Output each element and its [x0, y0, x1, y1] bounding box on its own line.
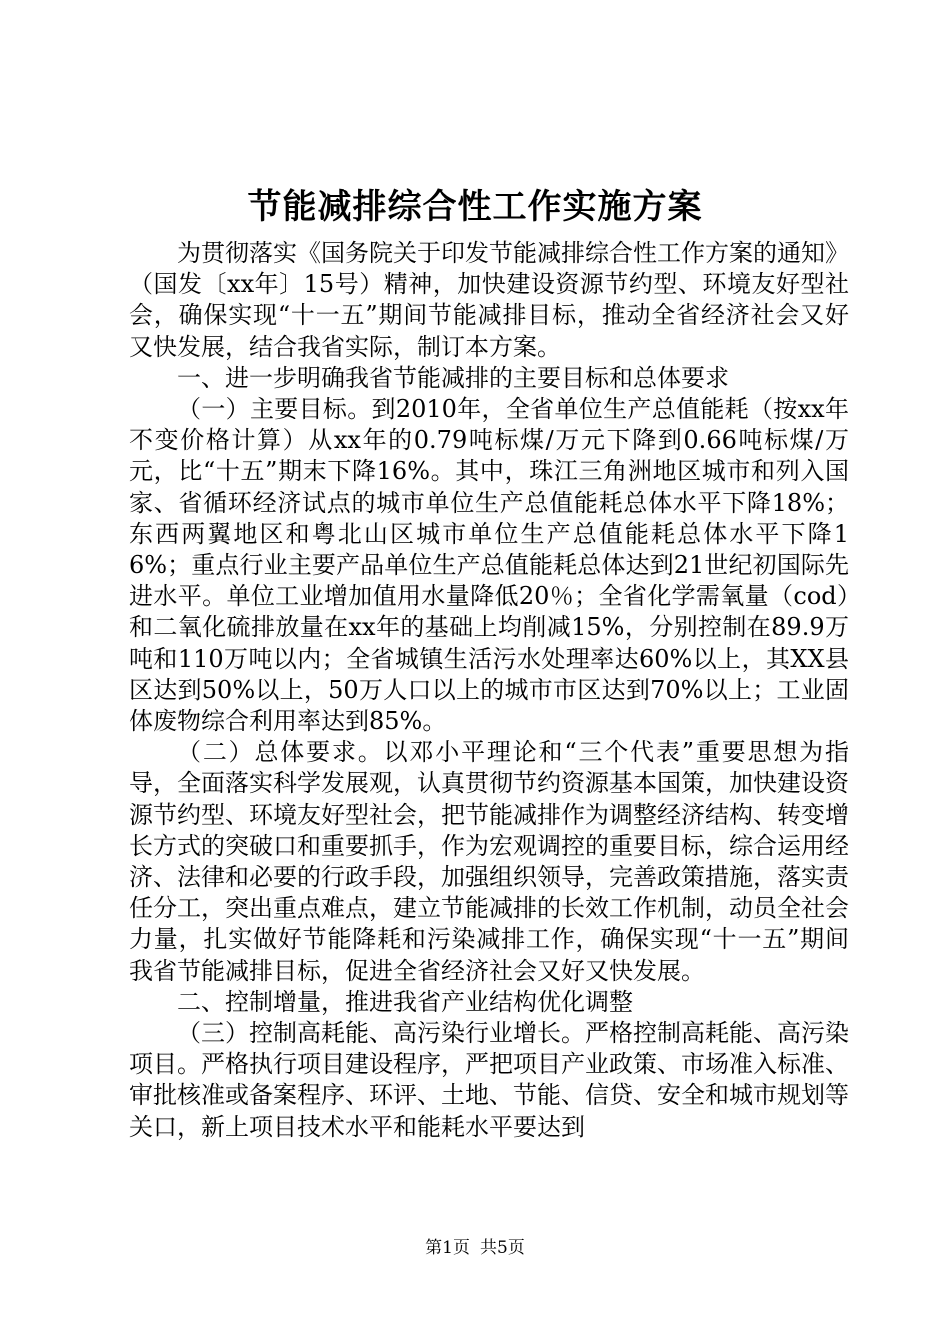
page-number: 第1页 — [425, 1238, 470, 1258]
page-total: 共5页 — [480, 1238, 525, 1258]
document-body — [129, 238, 849, 1143]
intro-paragraph: 为贯彻落实《国务院关于印发节能减排综合性工作方案的通知》（国发〔xx年〕15号）精神，加快建设资源节约型、环境友好型社会，确保实现“十一五”期间节能减排目标，推动全省经济社会又好又快发展，结合我省实际，制订本方案。 — [129, 239, 849, 361]
main-targets-paragraph: （一）主要目标。到2010年，全省单位生产总值能耗（按xx年不变价格计算）从xx年的0.79吨标煤/万元下降到0.66吨标煤/万元，比“十五”期末下降16%。其中，珠江三角洲地区城市和列入国家、省循环经济试点的城市单位生产总值能耗总体水平下降18%；东西两翼地区和粤北山区城市单位生产总值能耗总体水平下降16%；重点行业主要产品单位生产总值能耗总体达到21世纪初国际先进水平。单位工业增加值用水量降低20％；全省化学需氧量（cod）和二氧化硫排放量在xx年的基础上均削减15%，分别控制在89.9万吨和110万吨以内；全省城镇生活污水处理率达60%以上，其XX县区达到50%以上，50万人口以上的城市市区达到70%以上；工业固体废物综合利用率达到85%。 — [129, 395, 849, 736]
general-requirements-paragraph: （二）总体要求。以邓小平理论和“三个代表”重要思想为指导，全面落实科学发展观，认真贯彻节约资源基本国策，加快建设资源节约型、环境友好型社会，把节能减排作为调整经济结构、转变增长方式的突破口和重要抓手，作为宏观调控的重要目标，综合运用经济、法律和必要的行政手段，加强组织领导，完善政策措施，落实责任分工，突出重点难点，建立节能减排的长效工作机制，动员全社会力量，扎实做好节能降耗和污染减排工作，确保实现“十一五”期间我省节能减排目标，促进全省经济社会又好又快发展。 — [129, 738, 849, 985]
control-growth-paragraph: （三）控制高耗能、高污染行业增长。严格控制高耗能、高污染项目。严格执行项目建设程序，严把项目产业政策、市场准入标准、审批核准或备案程序、环评、土地、节能、信贷、安全和城市规划等关口，新上项目技术水平和能耗水平要达到 — [129, 1019, 849, 1141]
section-heading-2: 二、控制增量，推进我省产业结构优化调整 — [177, 987, 633, 1016]
page-footer — [0, 1236, 950, 1260]
document-title: 节能减排综合性工作实施方案 — [247, 187, 703, 227]
section-heading-1: 一、进一步明确我省节能减排的主要目标和总体要求 — [177, 363, 729, 392]
